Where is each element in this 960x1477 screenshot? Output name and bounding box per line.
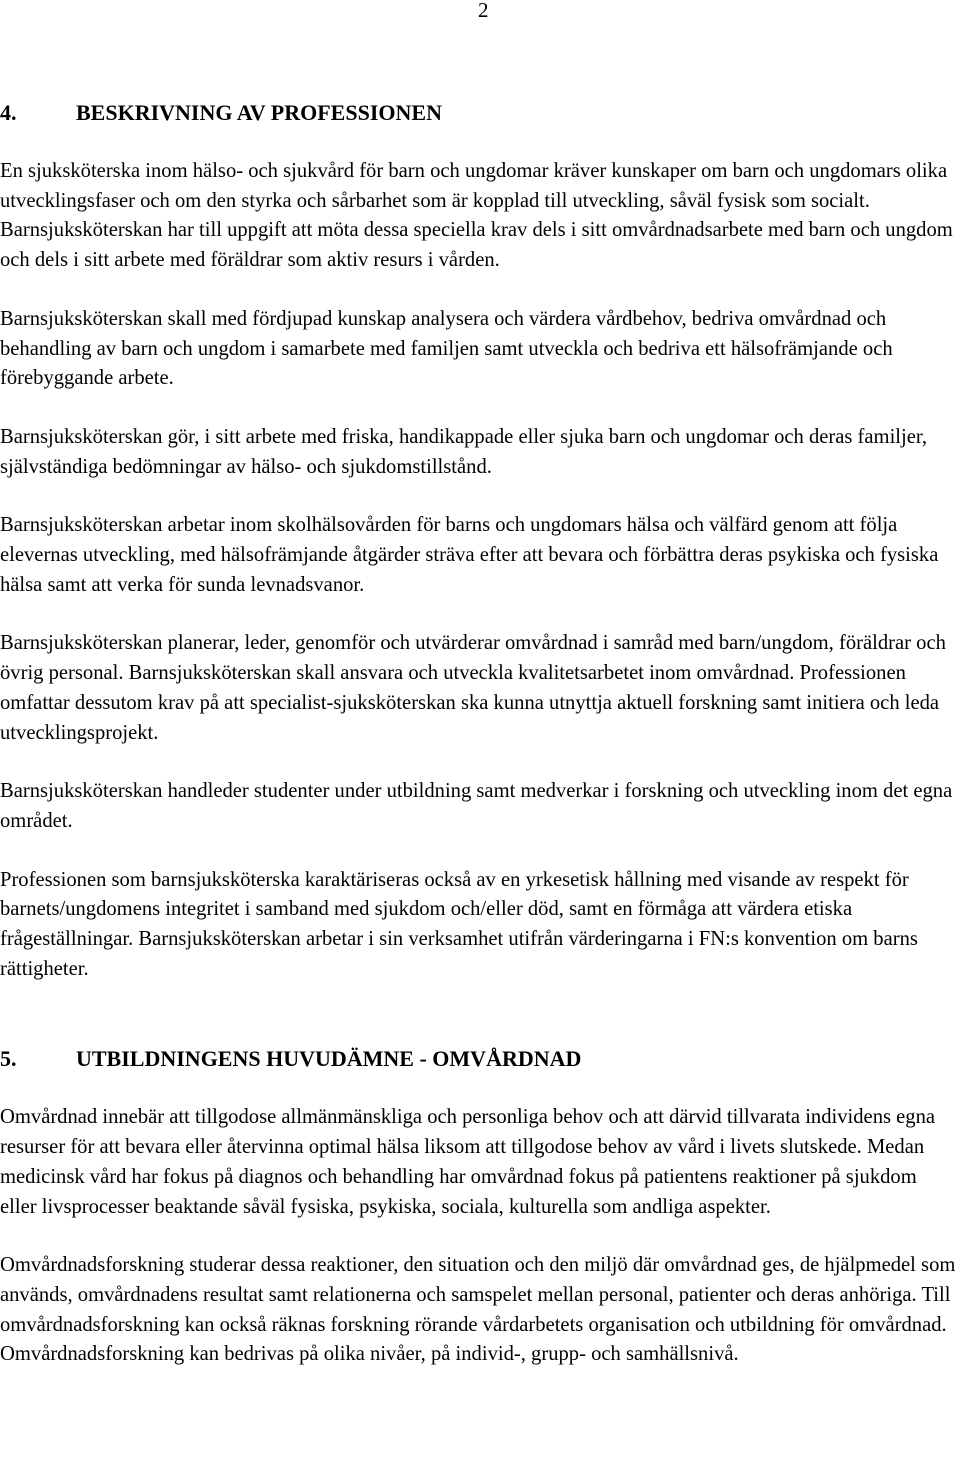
section-5-heading: [0, 1044, 958, 1074]
section-4-heading: [0, 98, 958, 128]
section-4-number: 4.: [0, 100, 17, 125]
section-5-paragraph: Omvårdnadsforskning studerar dessa reaktioner, den situation och den miljö där omvårdnad ges, de hjälpmedel som används, omvårdnadens resultat samt relationerna och samspelet mellan personal, patienter och deras anhöriga. Till omvårdnadsforskning kan också räknas forskning rörande vårdarbetets organisation och utbildning för omvårdnad.: [0, 1254, 956, 1336]
section-4-paragraph: Barnsjuksköterskan planerar, leder, genomför och utvärderar omvårdnad i samråd med barn/ungdom, föräldrar och övrig personal. Barnsjuksköterskan skall ansvara och utveckla kvalitetsarbetet inom omvårdnad. Professionen omfattar dessutom krav på att specialist-sjuksköterskan ska kunna utnyttja aktuell forskning samt initiera och leda utvecklingsprojekt.: [0, 632, 946, 744]
section-4-paragraph: Barnsjuksköterskan handleder studenter under utbildning samt medverkar i forskning och utveckling inom det egna området.: [0, 780, 953, 832]
section-5-paragraph: Omvårdnad innebär att tillgodose allmänmänskliga och personliga behov och att därvid tillvarata individens egna resurser för att bevara eller återvinna optimal hälsa liksom att tillgodose behov av vård i livets slutskede. Medan medicinsk vård har fokus på diagnos och behandling har omvårdnad fokus på patientens reaktioner på sjukdom eller livsprocesser beaktande såväl fysiska, psykiska, sociala, kulturella som andliga aspekter.: [0, 1106, 936, 1218]
document-body: [0, 98, 958, 1370]
section-4-paragraph: En sjuksköterska inom hälso- och sjukvård för barn och ungdomar kräver kunskaper om barn och ungdomars olika utvecklingsfaser och om den styrka och sårbarhet som är kopplad till utveckling, såväl fysisk som socialt. Barnsjuksköterskan har till uppgift att möta dessa speciella krav dels i sitt omvårdnadsarbete med barn och ungdom och dels i sitt arbete med föräldrar som aktiv resurs i vården.: [0, 160, 953, 272]
section-4-title: BESKRIVNING AV PROFESSIONEN: [76, 100, 442, 125]
section-4-paragraph: Barnsjuksköterskan gör, i sitt arbete med friska, handikappade eller sjuka barn och ungdomar och deras familjer, självständiga bedömningar av hälso- och sjukdomstillstånd.: [0, 425, 928, 478]
section-4-paragraph: Barnsjuksköterskan arbetar inom skolhälsovården för barns och ungdomars hälsa och välfärd genom att följa elevernas utveckling, med hälsofrämjande åtgärder sträva efter att bevara och förbättra deras psykiska och fysiska hälsa samt att verka för sunda levnadsvanor.: [0, 514, 939, 596]
section-4-paragraph: Professionen som barnsjuksköterska karaktäriseras också av en yrkesetisk hållning med visande av respekt för barnets/ungdomens integritet i samband med sjukdom och/eller död, samt en förmåga att värdera etiska frågeställningar. Barnsjuksköterskan arbetar i sin verksamhet utifrån värderingarna i FN:s konvention om barns rättigheter.: [0, 868, 918, 980]
section-5-paragraph: Omvårdnadsforskning kan bedrivas på olika nivåer, på individ-, grupp- och samhällsnivå.: [0, 1343, 739, 1366]
section-4-paragraph: Barnsjuksköterskan skall med fördjupad kunskap analysera och värdera vårdbehov, bedriva omvårdnad och behandling av barn och ungdom i samarbete med familjen samt utveckla och bedriva ett hälsofrämjande och förebyggande arbete.: [0, 307, 893, 390]
section-5-number: 5.: [0, 1046, 17, 1072]
section-5-title: UTBILDNINGENS HUVUDÄMNE - OMVÅRDNAD: [76, 1046, 582, 1072]
page-number: 2: [478, 0, 489, 22]
